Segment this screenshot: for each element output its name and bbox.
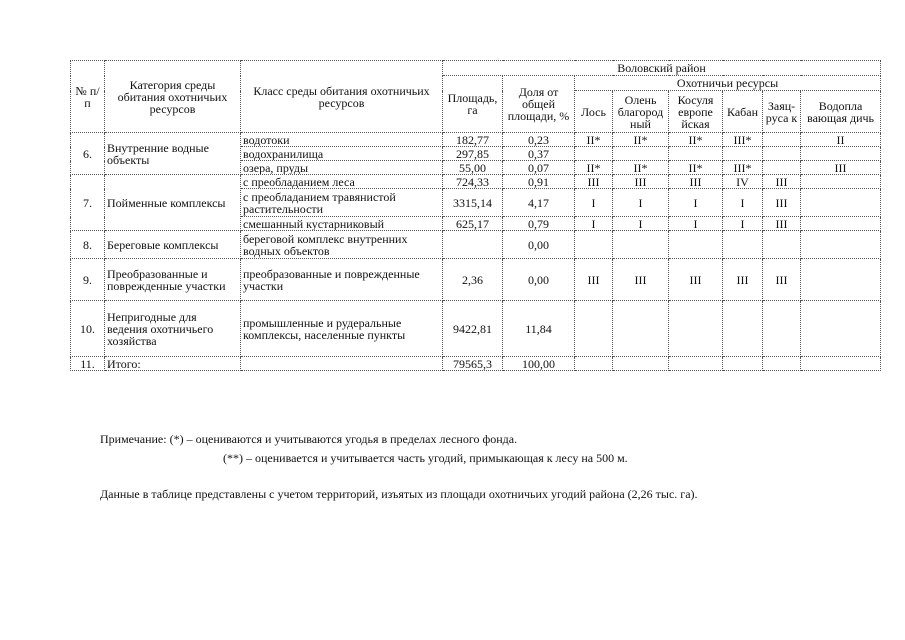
row-resource-mark: III <box>669 259 723 301</box>
row-resource-mark: IV <box>723 175 763 189</box>
row-resource-mark: III <box>723 259 763 301</box>
row-class: береговой комплекс внутренних водных объектов <box>241 231 443 259</box>
table-row <box>71 175 881 189</box>
row-resource-mark: I <box>669 217 723 231</box>
row-share: 11,84 <box>503 301 575 357</box>
row-resource-mark: I <box>613 217 669 231</box>
row-resource-mark: III <box>613 259 669 301</box>
row-resource-mark <box>763 231 801 259</box>
col-header-species: Кабан <box>723 91 763 133</box>
row-resource-mark <box>763 161 801 175</box>
col-header-species: Олень благород ный <box>613 91 669 133</box>
row-class: с преобладанием травянистой растительности <box>241 189 443 217</box>
row-number: 8. <box>71 231 105 259</box>
total-resource-mark <box>575 357 613 371</box>
row-area: 55,00 <box>443 161 503 175</box>
row-class: смешанный кустарниковый <box>241 217 443 231</box>
row-category: Преобразованные и поврежденные участки <box>105 259 241 301</box>
row-resource-mark <box>801 301 881 357</box>
row-resource-mark: III <box>575 175 613 189</box>
total-share: 100,00 <box>503 357 575 371</box>
col-header-species: Лось <box>575 91 613 133</box>
row-number: 10. <box>71 301 105 357</box>
row-class: промышленные и рудеральные комплексы, населенные пункты <box>241 301 443 357</box>
total-resource-mark <box>613 357 669 371</box>
note-double-asterisk: (**) – оценивается и учитывается часть угодий, примыкающая к лесу на 500 м. <box>223 451 628 465</box>
row-resource-mark <box>801 189 881 217</box>
row-class: водохранилища <box>241 147 443 161</box>
col-header-district: Воловский район <box>443 61 881 76</box>
row-resource-mark: II* <box>613 133 669 147</box>
row-class: озера, пруды <box>241 161 443 175</box>
col-header-area: Площадь, га <box>443 76 503 133</box>
row-area: 2,36 <box>443 259 503 301</box>
row-resource-mark <box>613 301 669 357</box>
row-resource-mark <box>613 147 669 161</box>
row-share: 0,00 <box>503 231 575 259</box>
table-row <box>71 231 881 259</box>
row-resource-mark <box>669 301 723 357</box>
row-class: с преобладанием леса <box>241 175 443 189</box>
row-resource-mark: I <box>723 189 763 217</box>
row-resource-mark <box>669 231 723 259</box>
table-body <box>71 133 881 371</box>
note-asterisk: Примечание: (*) – оцениваются и учитываются угодья в пределах лесного фонда. <box>100 432 518 446</box>
total-label: Итого: <box>105 357 241 371</box>
row-resource-mark <box>723 147 763 161</box>
row-resource-mark: I <box>669 189 723 217</box>
total-number: 11. <box>71 357 105 371</box>
total-resource-mark <box>723 357 763 371</box>
row-resource-mark <box>801 147 881 161</box>
row-share: 4,17 <box>503 189 575 217</box>
total-area: 79565,3 <box>443 357 503 371</box>
row-resource-mark <box>613 231 669 259</box>
row-resource-mark: III <box>613 175 669 189</box>
row-resource-mark: III <box>575 259 613 301</box>
row-resource-mark: III* <box>723 133 763 147</box>
row-share: 0,91 <box>503 175 575 189</box>
total-resource-mark <box>801 357 881 371</box>
row-area: 625,17 <box>443 217 503 231</box>
col-header-share: Доля от общей площади, % <box>503 76 575 133</box>
note-data-info: Данные в таблице представлены с учетом территорий, изъятых из площади охотничьих угодий района (2,26 тыс. га). <box>100 487 698 501</box>
col-header-species: Водопла вающая дичь <box>801 91 881 133</box>
row-resource-mark: I <box>575 217 613 231</box>
row-area <box>443 231 503 259</box>
table-row <box>71 259 881 301</box>
row-area: 182,77 <box>443 133 503 147</box>
row-resource-mark <box>801 217 881 231</box>
table-row <box>71 133 881 147</box>
col-header-resources: Охотничьи ресурсы <box>575 76 881 91</box>
row-resource-mark: I <box>575 189 613 217</box>
row-resource-mark: II <box>801 133 881 147</box>
row-resource-mark: III <box>669 175 723 189</box>
row-resource-mark: III* <box>723 161 763 175</box>
col-header-species: Косуля европе йская <box>669 91 723 133</box>
row-area: 3315,14 <box>443 189 503 217</box>
row-area: 9422,81 <box>443 301 503 357</box>
row-share: 0,00 <box>503 259 575 301</box>
table-row-total <box>71 357 881 371</box>
row-resource-mark <box>801 175 881 189</box>
row-area: 297,85 <box>443 147 503 161</box>
row-resource-mark: III <box>763 259 801 301</box>
row-category: Непригодные для ведения охотничьего хозяйства <box>105 301 241 357</box>
row-share: 0,23 <box>503 133 575 147</box>
row-resource-mark: I <box>723 217 763 231</box>
row-resource-mark <box>575 231 613 259</box>
row-resource-mark <box>669 147 723 161</box>
row-number: 7. <box>71 175 105 231</box>
col-header-species: Заяц-руса к <box>763 91 801 133</box>
table-row <box>71 301 881 357</box>
row-share: 0,79 <box>503 217 575 231</box>
row-resource-mark <box>801 259 881 301</box>
row-resource-mark: III <box>763 217 801 231</box>
row-resource-mark <box>801 231 881 259</box>
row-category: Пойменные комплексы <box>105 175 241 231</box>
col-header-class: Класс среды обитания охотничьих ресурсов <box>241 61 443 133</box>
row-resource-mark <box>763 147 801 161</box>
row-category: Береговые комплексы <box>105 231 241 259</box>
row-resource-mark: II* <box>575 161 613 175</box>
row-resource-mark <box>723 301 763 357</box>
total-class <box>241 357 443 371</box>
row-area: 724,33 <box>443 175 503 189</box>
row-resource-mark: II* <box>575 133 613 147</box>
row-share: 0,37 <box>503 147 575 161</box>
row-resource-mark <box>763 301 801 357</box>
row-resource-mark: II* <box>669 161 723 175</box>
total-resource-mark <box>763 357 801 371</box>
document-page <box>70 60 880 501</box>
row-resource-mark <box>763 133 801 147</box>
row-share: 0,07 <box>503 161 575 175</box>
row-class: преобразованные и поврежденные участки <box>241 259 443 301</box>
row-class: водотоки <box>241 133 443 147</box>
row-number: 6. <box>71 133 105 175</box>
row-resource-mark <box>723 231 763 259</box>
row-resource-mark: II* <box>613 161 669 175</box>
row-resource-mark: I <box>613 189 669 217</box>
row-resource-mark <box>575 147 613 161</box>
col-header-category: Категория среды обитания охотничьих ресурсов <box>105 61 241 133</box>
row-resource-mark: III <box>763 189 801 217</box>
total-resource-mark <box>669 357 723 371</box>
row-number: 9. <box>71 259 105 301</box>
row-resource-mark: III <box>763 175 801 189</box>
row-resource-mark <box>575 301 613 357</box>
row-category: Внутренние водные объекты <box>105 133 241 175</box>
row-resource-mark: II* <box>669 133 723 147</box>
col-header-num: № п/п <box>71 61 105 133</box>
habitat-table <box>70 60 881 371</box>
row-resource-mark: III <box>801 161 881 175</box>
